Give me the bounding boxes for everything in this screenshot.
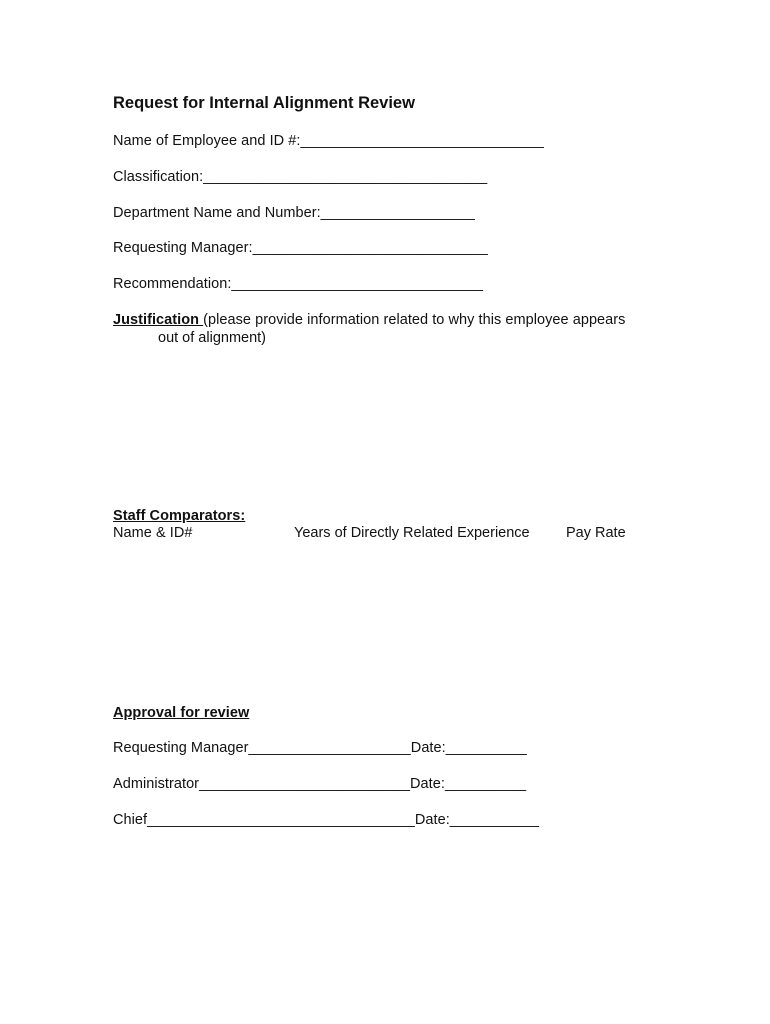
staff-comparators-heading: Staff Comparators:: [113, 508, 246, 524]
justification-label: Justification: [113, 312, 204, 328]
comparator-col-pay-rate: Pay Rate: [566, 525, 626, 541]
approval-requesting-manager-row[interactable]: Requesting Manager____________________Date:__________: [113, 740, 527, 756]
approval-heading: Approval for review: [113, 705, 250, 721]
justification-prompt: [113, 312, 625, 328]
comparator-col-experience: Years of Directly Related Experience: [294, 525, 530, 541]
requesting-manager-field[interactable]: Requesting Manager:_____________________________: [113, 240, 488, 256]
employee-name-id-field[interactable]: Name of Employee and ID #:______________________________: [113, 133, 544, 149]
recommendation-field[interactable]: Recommendation:_______________________________: [113, 276, 483, 292]
form-title: Request for Internal Alignment Review: [113, 94, 415, 112]
justification-text-continued: out of alignment): [158, 330, 267, 346]
comparator-col-name: Name & ID#: [113, 525, 193, 541]
justification-text: (please provide information related to why this employee appears: [203, 312, 626, 328]
approval-administrator-row[interactable]: Administrator__________________________Date:__________: [113, 776, 527, 792]
department-field[interactable]: Department Name and Number:___________________: [113, 205, 475, 221]
classification-field[interactable]: Classification:___________________________________: [113, 169, 488, 185]
approval-chief-row[interactable]: Chief_________________________________Date:___________: [113, 812, 540, 828]
